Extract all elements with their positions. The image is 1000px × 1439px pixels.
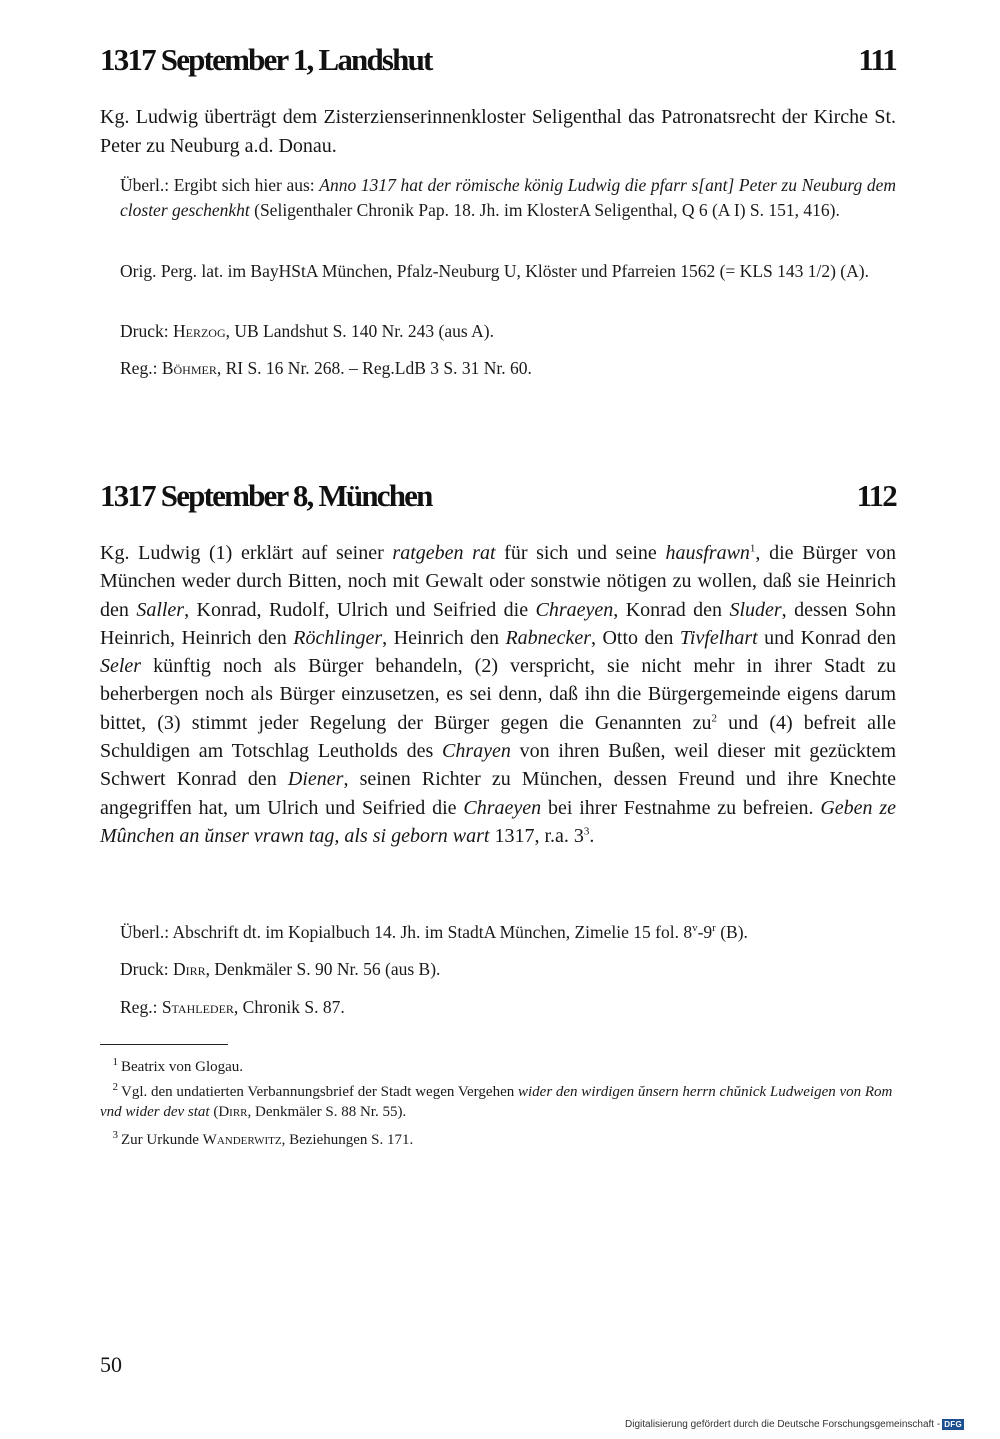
entry-112-ueberl: Überl.: Abschrift dt. im Kopialbuch 14. Jh. im StadtA München, Zimelie 15 fol. 8$^v$-9$^r$ (B). (120, 922, 748, 942)
entry-112-heading (100, 478, 896, 514)
entry-112-number: 112 (856, 478, 896, 513)
page-number: 50 (100, 1352, 122, 1377)
footnote-ref-3: 3 (583, 825, 590, 838)
dfg-logo-icon: DFG (944, 1420, 962, 1429)
entry-112-summary: Kg. Ludwig (1) erklärt auf seiner ratgeben rat für sich und seine hausfrawn$^1$, die Bürger von München weder durch Bitten, noch mit Gewalt oder sonstwie nötigen zu wollen, daß sie Heinrich den Saller, Konrad, Rudolf, Ulrich und Seifried die Chraeyen, Konrad den Sluder, dessen Sohn Heinrich, Heinrich den Röchlinger, Heinrich den Rabnecker, Otto den Tivfelhart und Konrad den Seler künftig noch als Bürger behandeln, (2) verspricht, sie nicht mehr in ihrer Stadt zu beherbergen noch als Bürger einzusetzen, es sei denn, daß ihn die Bürgergemeinde eigens darum bittet, (3) stimmt jeder Regelung der Bürger gegen die Genannten $zu^2$ und (4) befreit alle Schuldigen am Totschlag Leutholds des Chrayen von ihren Bußen, weil dieser mit gezücktem Schwert Konrad den Diener, seinen Richter zu München, dessen Freund und ihre Knechte angegriffen hat, um Ulrich und Seifried die Chraeyen bei ihrer Festnahme zu befreien. Geben ze Mûnchen an ŭnser vrawn tag, als si geborn wart 1317, r.a. $3^3$. (100, 542, 897, 847)
footnote-1: $^1$ Beatrix von Glogau. (112, 1056, 244, 1075)
entry-111-heading (100, 42, 896, 78)
credit-text: Digitalisierung gefördert durch die Deutsche Forschungsgemeinschaft - (625, 1419, 941, 1430)
entry-112-date-place: 1317 September 8, München (100, 478, 432, 513)
digitization-credit (625, 1419, 964, 1430)
entry-111-date-place: 1317 September 1, Landshut (100, 42, 432, 77)
footnote-3: $^3$ Zur Urkunde Wanderwitz, Beziehungen S. 171. (112, 1129, 414, 1148)
entry-112-druck: Druck: Dirr, Denkmäler S. 90 Nr. 56 (aus B). (120, 959, 441, 979)
entry-112-reg: Reg.: Stahleder, Chronik S. 87. (120, 997, 345, 1017)
entry-111-reg: Reg.: Böhmer, RI S. 16 Nr. 268. – Reg.LdB 3 S. 31 Nr. 60. (120, 358, 532, 378)
entry-111-ueberl: Überl.: Ergibt sich hier aus: Anno 1317 hat der römische könig Ludwig die pfarr s[ant] Peter zu Neuburg dem closter geschenkht (Seligenthaler Chronik Pap. 18. Jh. im KlosterA Seligenthal, Q 6 (A I) S. 151, 416). (120, 175, 897, 220)
entry-111-number: 111 (858, 42, 896, 77)
footnote-ref-1: 1 (749, 542, 756, 555)
entry-111-summary: Kg. Ludwig überträgt dem Zisterzienserinnenkloster Seligenthal das Patronatsrecht der Kirche St. Peter zu Neuburg a.d. Donau. (100, 106, 896, 157)
footnote-2: $^2$ Vgl. den undatierten Verbannungsbrief der Stadt wegen Vergehen wider den wirdigen ŭnsern herrn chŭnick Ludweigen von Rom vnd wider dev stat (Dirr, Denkmäler S. 88 Nr. 55). (100, 1081, 893, 1120)
footnote-divider (100, 1044, 228, 1045)
footnote-ref-2: 2 (711, 712, 718, 725)
entry-111-orig: Orig. Perg. lat. im BayHStA München, Pfalz-Neuburg U, Klöster und Pfarreien 1562 (= KLS 143 1/2) (A). (120, 261, 869, 281)
entry-111-druck: Druck: Herzog, UB Landshut S. 140 Nr. 243 (aus A). (120, 321, 494, 341)
